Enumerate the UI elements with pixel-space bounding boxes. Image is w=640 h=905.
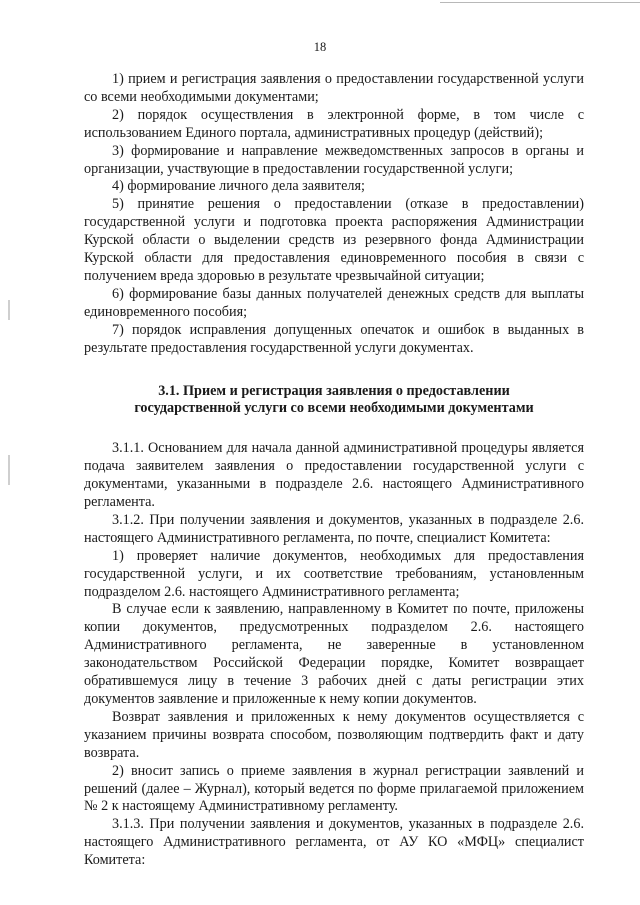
paragraph: 3.1.3. При получении заявления и документов, указанных в подразделе 2.6. настоящего Административного регламента, от АУ КО «МФЦ» специалист Комитета: [84,816,584,869]
scan-edge-line [440,2,640,3]
paragraph: В случае если к заявлению, направленному в Комитет по почте, приложены копии документов, предусмотренных подразделом 2.6. настоящего Административного регламента, не заверенные в установленном законодательством Российской Федерации порядке, Комитет возвращает обратившемуся лицу в течение 3 рабочих дней с даты регистрации этих документов заявление и приложенные к нему копии документов. [84,601,584,707]
paragraph: 2) вносит запись о приеме заявления в журнал регистрации заявлений и решений (далее – Журнал), который ведется по форме прилагаемой приложением № 2 к настоящему Административному регламенту. [84,762,584,815]
section-heading-line: 3.1. Прием и регистрация заявления о предоставлении [158,382,510,399]
list-item: 3) формирование и направление межведомственных запросов в органы и организации, участвующие в предоставлении государственной услуги; [84,142,584,177]
list-item: 6) формирование базы данных получателей денежных средств для выплаты единовременного пособия; [84,285,584,320]
list-item: 5) принятие решения о предоставлении (отказе в предоставлении) государственной услуги и подготовка проекта распоряжения Администрации Курской области о выделении средств из резервного фонда Администрации Курской области для предоставления единовременного пособия в связи с получением вреда здоровью в результате чрезвычайной ситуации; [84,196,584,284]
page-number: 18 [313,40,327,54]
list-item: 1) прием и регистрация заявления о предоставлении государственной услуги со всеми необходимыми документами; [84,71,584,105]
list-item: 7) порядок исправления допущенных опечаток и ошибок в выданных в результате предоставления государственной услуги документах. [84,321,584,356]
paragraph: 3.1.2. При получении заявления и документов, указанных в подразделе 2.6. настоящего Административного регламента, по почте, специалист Комитета: [84,511,584,546]
section-heading [84,383,584,419]
section-heading-line: государственной услуги со всеми необходимыми документами [134,400,534,417]
paragraph: 1) проверяет наличие документов, необходимых для предоставления государственной услуги, и их соответствие требованиям, установленным подразделом 2.6. настоящего Административного регламента; [84,547,584,600]
list-item: 2) порядок осуществления в электронной форме, в том числе с использованием Единого портала, административных процедур (действий); [84,106,584,141]
list-item: 4) формирование личного дела заявителя; [112,178,365,195]
scan-margin-mark [8,300,10,320]
scan-margin-mark [8,455,10,485]
document-body [84,71,584,870]
paragraph: 3.1.1. Основанием для начала данной административной процедуры является подача заявителем заявления о предоставлении государственной услуги с документами, указанными в подразделе 2.6. настоящего Административного регламента. [84,440,584,511]
paragraph: Возврат заявления и приложенных к нему документов осуществляется с указанием причины возврата способом, позволяющим подтвердить факт и дату возврата. [84,708,584,761]
